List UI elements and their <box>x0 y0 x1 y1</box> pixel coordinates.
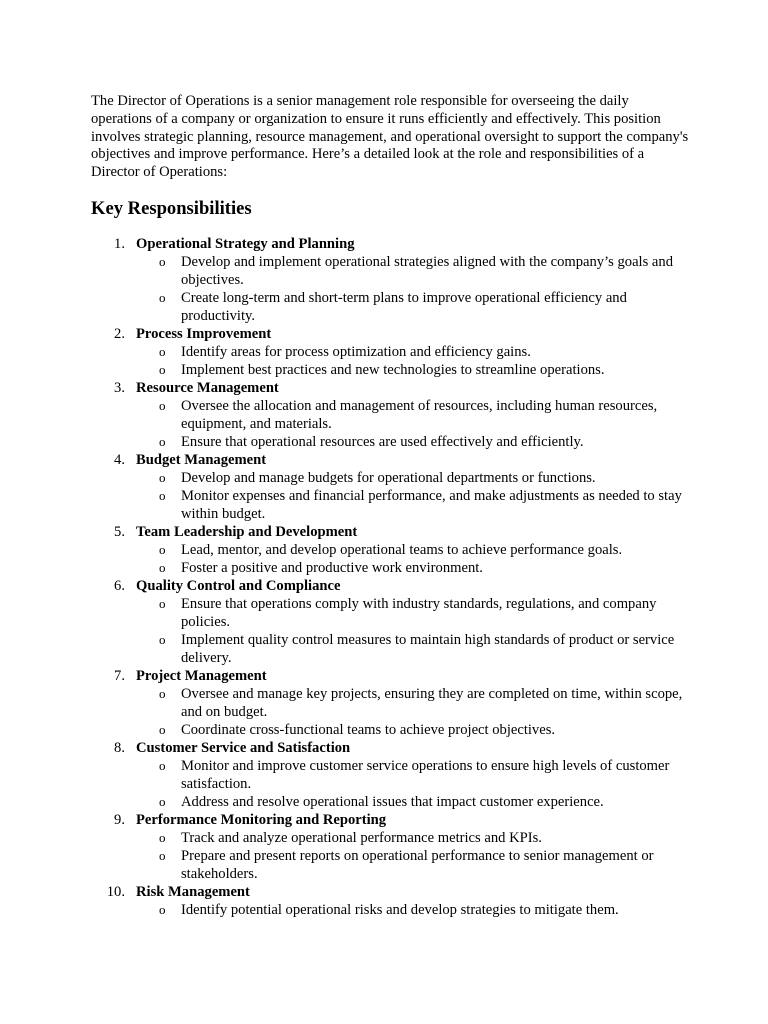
responsibility-subitem <box>136 361 691 379</box>
responsibility-subitem <box>136 721 691 739</box>
subitem-text: Foster a positive and productive work environment. <box>181 559 483 576</box>
circle-bullet-icon: o <box>159 541 166 557</box>
responsibility-subitem <box>136 433 691 451</box>
responsibility-title: Budget Management <box>136 451 267 468</box>
responsibility-subitems <box>136 469 691 523</box>
responsibility-title: Operational Strategy and Planning <box>136 235 355 252</box>
responsibility-subitem <box>136 289 691 325</box>
responsibility-subitems <box>136 685 691 739</box>
responsibilities-list <box>91 235 691 919</box>
responsibility-item <box>91 667 691 739</box>
responsibility-subitem <box>136 487 691 523</box>
circle-bullet-icon: o <box>159 397 166 413</box>
circle-bullet-icon: o <box>159 595 166 611</box>
responsibility-number: 4. <box>114 451 125 468</box>
responsibility-subitems <box>136 343 691 379</box>
responsibility-number: 8. <box>114 739 125 756</box>
responsibility-subitems <box>136 595 691 667</box>
responsibility-item <box>91 451 691 523</box>
circle-bullet-icon: o <box>159 361 166 377</box>
responsibility-item <box>91 379 691 451</box>
responsibility-title: Project Management <box>136 667 267 684</box>
circle-bullet-icon: o <box>159 901 166 917</box>
section-heading: Key Responsibilities <box>91 197 252 219</box>
responsibility-number: 6. <box>114 577 125 594</box>
subitem-text: Monitor and improve customer service operations to ensure high levels of customer satisfaction. <box>181 757 670 792</box>
responsibility-item <box>91 523 691 577</box>
subitem-text: Ensure that operations comply with industry standards, regulations, and company policies. <box>181 595 657 630</box>
circle-bullet-icon: o <box>159 631 166 647</box>
responsibility-item <box>91 739 691 811</box>
subitem-text: Track and analyze operational performance metrics and KPIs. <box>181 829 542 846</box>
subitem-text: Oversee and manage key projects, ensuring they are completed on time, within scope, and on budget. <box>181 685 683 720</box>
document-page <box>91 93 691 919</box>
subitem-text: Identify potential operational risks and develop strategies to mitigate them. <box>181 901 619 918</box>
subitem-text: Coordinate cross-functional teams to achieve project objectives. <box>181 721 556 738</box>
responsibility-title: Customer Service and Satisfaction <box>136 739 351 756</box>
circle-bullet-icon: o <box>159 721 166 737</box>
subitem-text: Implement best practices and new technologies to streamline operations. <box>181 361 605 378</box>
responsibility-subitem <box>136 685 691 721</box>
responsibility-number: 7. <box>114 667 125 684</box>
subitem-text: Monitor expenses and financial performance, and make adjustments as needed to stay within budget. <box>181 487 682 522</box>
circle-bullet-icon: o <box>159 757 166 773</box>
responsibility-subitems <box>136 757 691 811</box>
responsibility-title: Performance Monitoring and Reporting <box>136 811 387 828</box>
responsibility-subitem <box>136 847 691 883</box>
responsibility-subitem <box>136 253 691 289</box>
circle-bullet-icon: o <box>159 559 166 575</box>
responsibility-subitems <box>136 901 691 919</box>
responsibility-subitems <box>136 253 691 325</box>
responsibility-title: Process Improvement <box>136 325 272 342</box>
responsibility-subitem <box>136 559 691 577</box>
responsibility-title: Team Leadership and Development <box>136 523 358 540</box>
responsibility-item <box>91 577 691 667</box>
responsibility-subitem <box>136 901 691 919</box>
responsibility-item <box>91 325 691 379</box>
subitem-text: Identify areas for process optimization and efficiency gains. <box>181 343 531 360</box>
responsibility-item <box>91 235 691 325</box>
responsibility-number: 10. <box>106 883 125 900</box>
circle-bullet-icon: o <box>159 793 166 809</box>
responsibility-subitem <box>136 343 691 361</box>
responsibility-title: Resource Management <box>136 379 279 396</box>
circle-bullet-icon: o <box>159 433 166 449</box>
responsibility-item <box>91 811 691 883</box>
responsibility-subitem <box>136 793 691 811</box>
circle-bullet-icon: o <box>159 289 166 305</box>
circle-bullet-icon: o <box>159 253 166 269</box>
responsibility-subitem <box>136 757 691 793</box>
subitem-text: Develop and manage budgets for operational departments or functions. <box>181 469 596 486</box>
subitem-text: Implement quality control measures to maintain high standards of product or service delivery. <box>181 631 675 666</box>
responsibility-subitem <box>136 397 691 433</box>
responsibility-number: 2. <box>114 325 125 342</box>
responsibility-number: 3. <box>114 379 125 396</box>
subitem-text: Lead, mentor, and develop operational teams to achieve performance goals. <box>181 541 623 558</box>
responsibility-item <box>91 883 691 919</box>
responsibility-title: Risk Management <box>136 883 250 900</box>
responsibility-subitem <box>136 595 691 631</box>
responsibility-subitems <box>136 541 691 577</box>
circle-bullet-icon: o <box>159 343 166 359</box>
responsibility-subitem <box>136 829 691 847</box>
subitem-text: Oversee the allocation and management of resources, including human resources, equipment, and materials. <box>181 397 658 432</box>
responsibility-subitems <box>136 397 691 451</box>
responsibility-subitem <box>136 541 691 559</box>
circle-bullet-icon: o <box>159 469 166 485</box>
subitem-text: Address and resolve operational issues that impact customer experience. <box>181 793 604 810</box>
subitem-text: Ensure that operational resources are used effectively and efficiently. <box>181 433 584 450</box>
responsibility-number: 5. <box>114 523 125 540</box>
responsibility-subitem <box>136 469 691 487</box>
circle-bullet-icon: o <box>159 829 166 845</box>
circle-bullet-icon: o <box>159 685 166 701</box>
responsibility-title: Quality Control and Compliance <box>136 577 341 594</box>
subitem-text: Develop and implement operational strategies aligned with the company’s goals and objectives. <box>181 253 673 288</box>
responsibility-subitem <box>136 631 691 667</box>
responsibility-number: 1. <box>114 235 125 252</box>
intro-paragraph: The Director of Operations is a senior management role responsible for overseeing the daily operations of a company or organization to ensure it runs efficiently and effectively. This position involves strategic planning, resource management, and operational oversight to support the company's objectives and improve performance. Here’s a detailed look at the role and responsibilities of a Director of Operations: <box>91 93 689 181</box>
circle-bullet-icon: o <box>159 487 166 503</box>
subitem-text: Prepare and present reports on operational performance to senior management or stakeholders. <box>181 847 654 882</box>
subitem-text: Create long-term and short-term plans to improve operational efficiency and productivity. <box>181 289 627 324</box>
circle-bullet-icon: o <box>159 847 166 863</box>
responsibility-number: 9. <box>114 811 125 828</box>
responsibility-subitems <box>136 829 691 883</box>
